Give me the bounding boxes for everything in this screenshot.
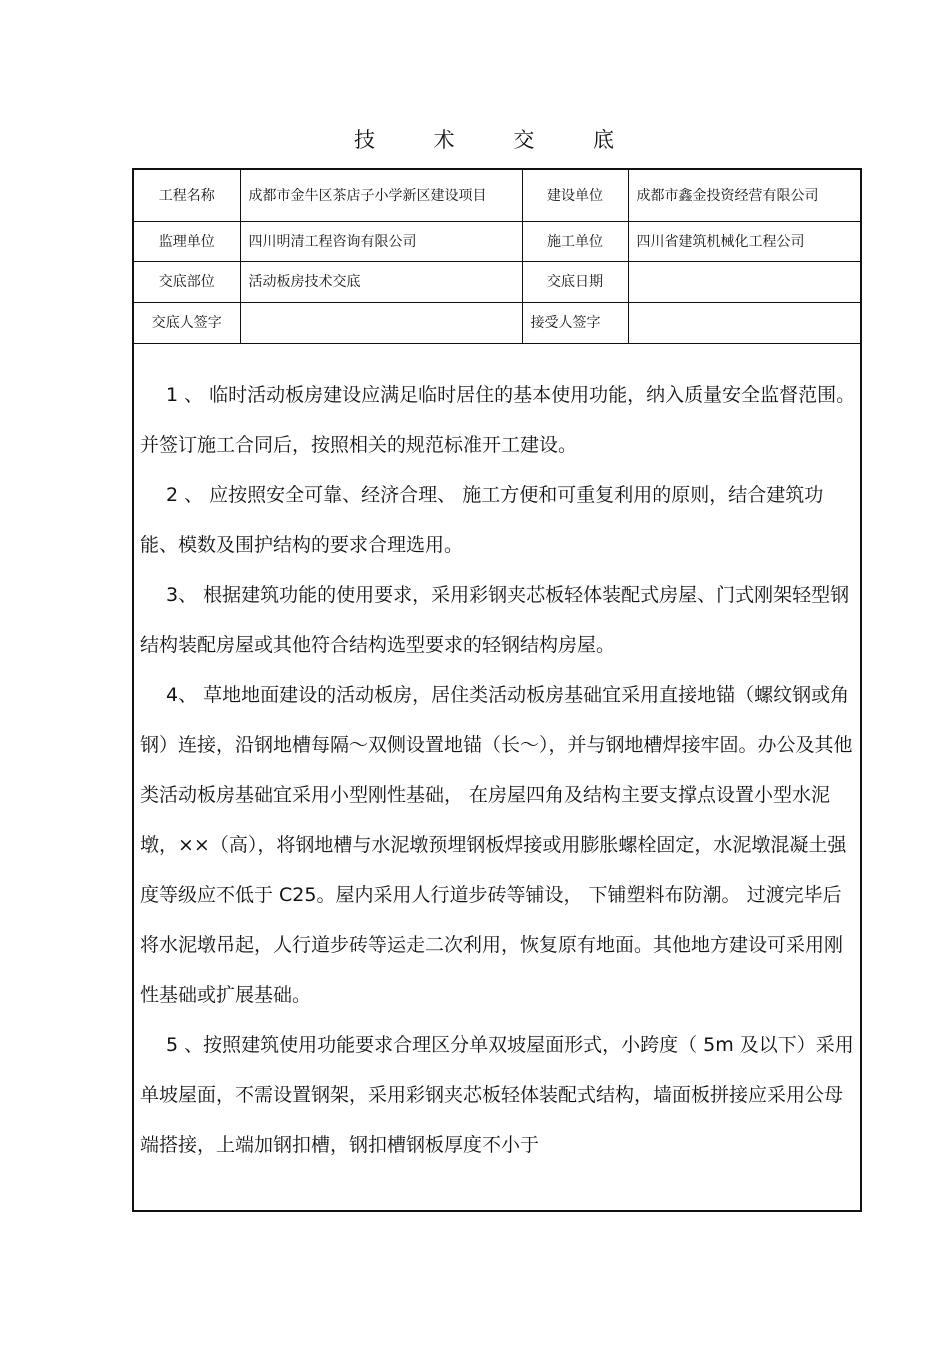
contractor-label: 施工单位 — [522, 222, 628, 262]
presenter-sign-value — [240, 303, 522, 344]
supervisor-label: 监理单位 — [134, 222, 240, 262]
receiver-sign-value — [628, 303, 860, 344]
owner-value: 成都市鑫金投资经营有限公司 — [628, 170, 860, 222]
part-value: 活动板房技术交底 — [240, 262, 522, 303]
owner-label: 建设单位 — [522, 170, 628, 222]
table-row — [134, 170, 860, 222]
project-name-value: 成都市金牛区茶店子小学新区建设项目 — [240, 170, 522, 222]
paragraph-3: 3、 根据建筑功能的使用要求，采用彩钢夹芯板轻体装配式房屋、门式刚架轻型钢结构装配房屋或其他符合结构选型要求的轻钢结构房屋。 — [140, 584, 850, 656]
date-value — [628, 262, 860, 303]
paragraph-2: 2 、 应按照安全可靠、经济合理、 施工方便和可重复利用的原则，结合建筑功能、模数及围护结构的要求合理选用。 — [140, 484, 824, 556]
table-row — [134, 303, 860, 344]
disclosure-body — [140, 370, 856, 1170]
paragraph-5: 5 、按照建筑使用功能要求合理区分单双坡屋面形式，小跨度（ 5m 及以下）采用单坡屋面，不需设置钢架，采用彩钢夹芯板轻体装配式结构，墙面板拼接应采用公母端搭接，上端加钢扣槽，钢扣槽钢板厚度不小于 — [140, 1034, 854, 1156]
paragraph-1: 1 、 临时活动板房建设应满足临时居住的基本使用功能，纳入质量安全监督范围。并签订施工合同后，按照相关的规范标准开工建设。 — [140, 384, 856, 456]
date-label: 交底日期 — [522, 262, 628, 303]
part-label: 交底部位 — [134, 262, 240, 303]
paragraph-4: 4、 草地地面建设的活动板房，居住类活动板房基础宜采用直接地锚（螺纹钢或角钢）连接，沿钢地槽每隔～双侧设置地锚（长～），并与钢地槽焊接牢固。办公及其他类活动板房基础宜采用小型刚性基础， 在房屋四角及结构主要支撑点设置小型水泥墩，××（高），将钢地槽与水泥墩预埋钢板焊接或用膨胀螺栓固定，水泥墩混凝土强度等级应不低于 C25。屋内采用人行道步砖等铺设， 下铺塑料布防潮。 过渡完毕后将水泥墩吊起，人行道步砖等运走二次利用，恢复原有地面。其他地方建设可采用刚性基础或扩展基础。 — [140, 684, 853, 1006]
project-name-label: 工程名称 — [134, 170, 240, 222]
document-title: 技 术 交 底 — [353, 128, 641, 152]
receiver-sign-label: 接受人签字 — [522, 303, 628, 344]
presenter-sign-label: 交底人签字 — [134, 303, 240, 344]
contractor-value: 四川省建筑机械化工程公司 — [628, 222, 860, 262]
table-row — [134, 222, 860, 262]
document-frame — [132, 168, 862, 1212]
info-table — [134, 170, 860, 344]
supervisor-value: 四川明清工程咨询有限公司 — [240, 222, 522, 262]
table-row — [134, 262, 860, 303]
